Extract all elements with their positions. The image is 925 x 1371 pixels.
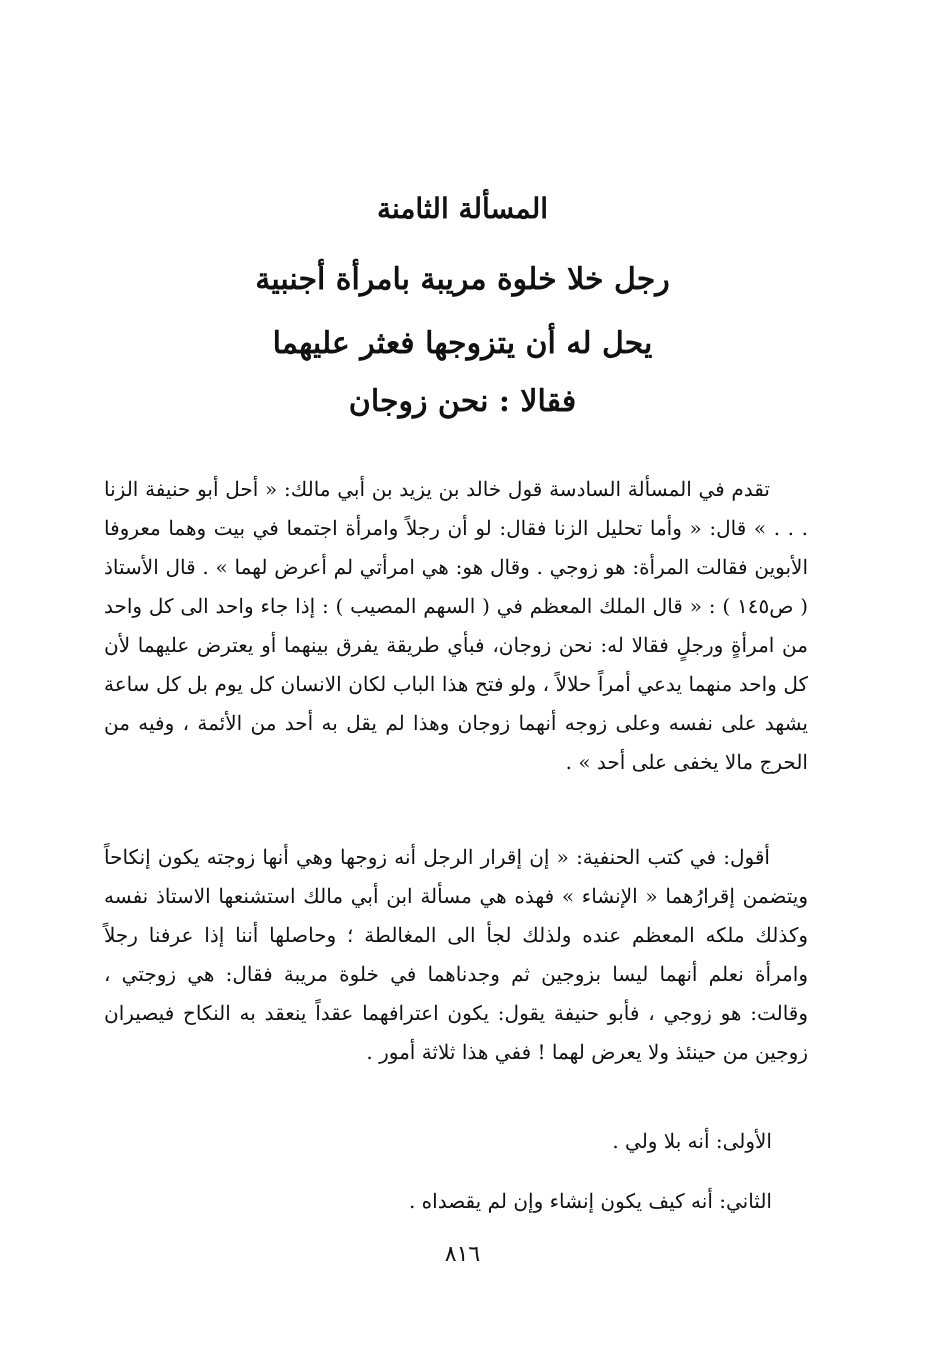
- heading-line-2: يحل له أن يتزوجها فعثر عليهما: [272, 326, 653, 361]
- heading-line-1: رجل خلا خلوة مريبة بامرأة أجنبية: [255, 262, 670, 297]
- list-item-first: الأولى: أنه بلا ولي .: [612, 1129, 772, 1153]
- list-item-second: الثاني: أنه كيف يكون إنشاء وإن لم يقصداه .: [408, 1189, 772, 1213]
- page-number: ٨١٦: [444, 1242, 481, 1267]
- heading-line-3: فقالا : نحن زوجان: [348, 384, 577, 419]
- section-title: المسألة الثامنة: [376, 192, 549, 225]
- paragraph-2: أقول: في كتب الحنفية: « إن إقرار الرجل أنه زوجها وهي أنها زوجته يكون إنكاحاً ويتضمن إقرارُهما « الإنشاء » فهذه هي مسألة ابن أبي مالك استشنعها الاستاذ نفسه وكذلك ملكه المعظم عنده ولذلك لجأ الى المغالطة ؛ وحاصلها أننا إذا عرفنا رجلاً وامرأة نعلم أنهما ليسا بزوجين ثم وجدناهما في خلوة مريبة فقال: هي زوجتي ، وقالت: هو زوجي ، فأبو حنيفة يقول: يكون اعترافهما عقداً ينعقد به النكاح فيصيران زوجين من حينئذ ولا يعرض لهما ! ففي هذا ثلاثة أمور .: [104, 845, 809, 1064]
- paragraph-1: تقدم في المسألة السادسة قول خالد بن يزيد بن أبي مالك: « أحل أبو حنيفة الزنا . . . » قال: « وأما تحليل الزنا فقال: لو أن رجلاً وامرأة اجتمعا في بيت وهما معروفا الأبوين فقالت المرأة: هو زوجي . وقال هو: هي امرأتي لم أعرض لهما » . قال الأستاذ ( ص١٤٥ ) : « قال الملك المعظم في ( السهم المصيب ) : إذا جاء واحد الى كل واحد من امرأةٍ ورجلٍ فقالا له: نحن زوجان، فبأي طريقة يفرق بينهما أو يعترض عليهما لأن كل واحد منهما يدعي أمراً حلالاً ، ولو فتح هذا الباب لكان الانسان كل يوم بل كل ساعة يشهد على نفسه وعلى زوجه أنهما زوجان وهذا لم يقل به أحد من الأئمة ، وفيه من الحرج مالا يخفى على أحد » .: [104, 477, 808, 774]
